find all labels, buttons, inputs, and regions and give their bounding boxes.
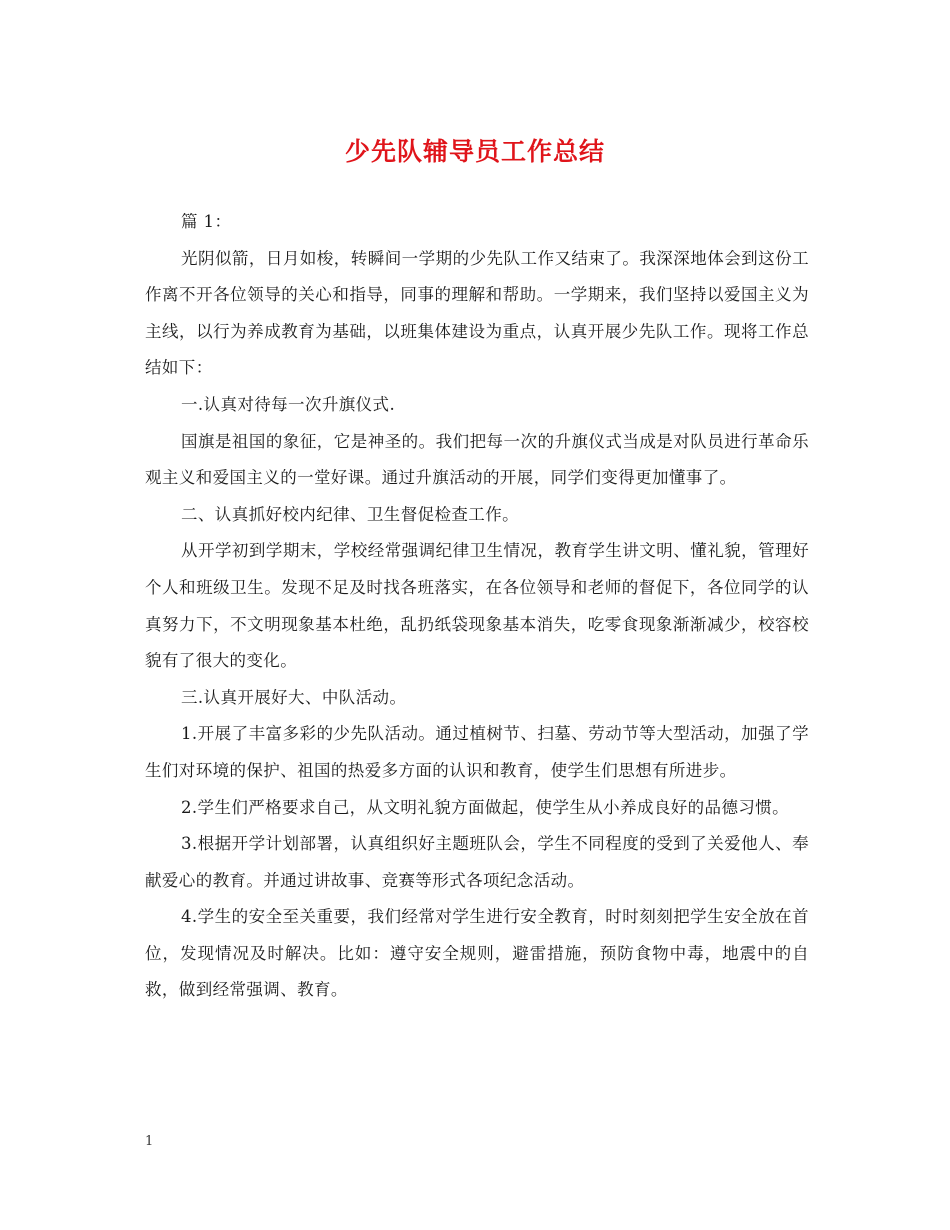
list-item: 1.开展了丰富多彩的少先队活动。通过植树节、扫墓、劳动节等大型活动，加强了学生们对环境的保护、祖国的热爱多方面的认识和教育，使学生们思想有所进步。 — [145, 724, 809, 780]
list-item: 3.根据开学计划部署，认真组织好主题班队会，学生不同程度的受到了关爱他人、奉献爱心的教育。并通过讲故事、竞赛等形式各项纪念活动。 — [145, 834, 809, 890]
section-heading-2: 二、认真抓好校内纪律、卫生督促检查工作。 — [181, 504, 519, 524]
document-body — [145, 204, 809, 1009]
page-number: 1 — [145, 1134, 154, 1149]
list-item: 4.学生的安全至关重要，我们经常对学生进行安全教育，时时刻刻把学生安全放在首位，发现情况及时解决。比如：遵守安全规则，避雷措施，预防食物中毒，地震中的自救，做到经常强调、教育。 — [145, 907, 809, 1000]
body-paragraph: 国旗是祖国的象征，它是神圣的。我们把每一次的升旗仪式当成是对队员进行革命乐观主义和爱国主义的一堂好课。通过升旗活动的开展，同学们变得更加懂事了。 — [145, 431, 809, 488]
section-heading-1: 一.认真对待每一次升旗仪式. — [181, 394, 396, 414]
body-paragraph: 从开学初到学期末，学校经常强调纪律卫生情况，教育学生讲文明、懂礼貌，管理好个人和班级卫生。发现不足及时找各班落实，在各位领导和老师的督促下，各位同学的认真努力下，不文明现象基本杜绝，乱扔纸袋现象基本消失，吃零食现象渐渐减少，校容校貌有了很大的变化。 — [145, 541, 809, 671]
section-heading-3: 三.认真开展好大、中队活动。 — [181, 687, 407, 707]
intro-paragraph: 光阴似箭，日月如梭，转瞬间一学期的少先队工作又结束了。我深深地体会到这份工作离不开各位领导的关心和指导，同事的理解和帮助。一学期来，我们坚持以爱国主义为主线，以行为养成教育为基础，以班集体建设为重点，认真开展少先队工作。现将工作总结如下： — [145, 248, 809, 378]
section-label: 篇 1： — [181, 212, 232, 231]
list-item: 2.学生们严格要求自己，从文明礼貌方面做起，使学生从小养成良好的品德习惯。 — [181, 797, 790, 817]
page-title: 少先队辅导员工作总结 — [344, 137, 605, 166]
